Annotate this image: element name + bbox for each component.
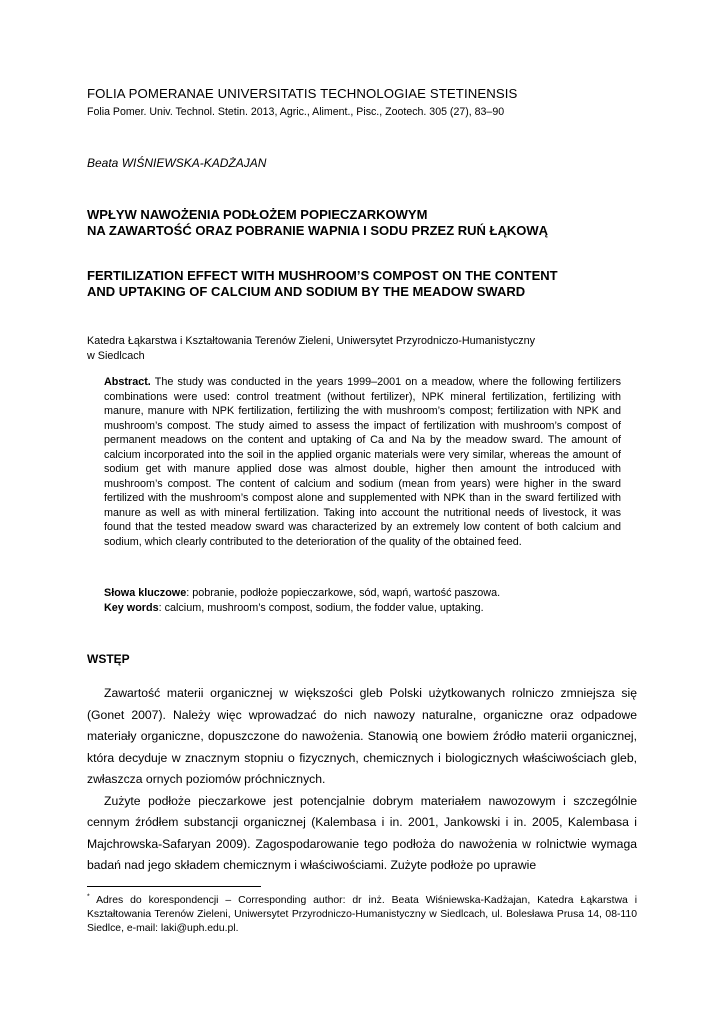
title-english <box>87 268 647 300</box>
keywords-english-text: : calcium, mushroom’s compost, sodium, the fodder value, uptaking. <box>158 601 484 614</box>
journal-title: FOLIA POMERANAE UNIVERSITATIS TECHNOLOGIAE STETINENSIS <box>87 86 518 101</box>
title-english-line-1: FERTILIZATION EFFECT WITH MUSHROOM’S COMPOST ON THE CONTENT <box>87 268 558 283</box>
journal-citation: Folia Pomer. Univ. Technol. Stetin. 2013, Agric., Aliment., Pisc., Zootech. 305 (27), 83–90 <box>87 106 505 118</box>
affiliation-line-2: w Siedlcach <box>87 349 145 362</box>
keywords-polish-label: Słowa kluczowe <box>104 587 187 599</box>
keywords-english <box>104 601 644 616</box>
author-name: Beata WIŚNIEWSKA-KADŻAJAN <box>87 156 267 170</box>
keywords-polish <box>104 586 644 601</box>
abstract-label: Abstract. <box>104 376 151 388</box>
keywords-polish-text: : pobranie, podłoże popieczarkowe, sód, wapń, wartość paszowa. <box>186 587 501 599</box>
title-polish-line-2: NA ZAWARTOŚĆ ORAZ POBRANIE WAPNIA I SODU PRZEZ RUŃ ŁĄKOWĄ <box>87 223 549 238</box>
affiliation <box>87 334 647 363</box>
footnote-marker: * <box>87 893 90 901</box>
affiliation-line-1: Katedra Łąkarstwa i Kształtowania Terenów Zieleni, Uniwersytet Przyrodniczo-Humanistyczny <box>87 335 536 347</box>
section-heading: WSTĘP <box>87 652 130 666</box>
body-paragraph: Zużyte podłoże pieczarkowe jest potencjalnie dobrym materiałem nawozowym i szczególnie cennym źródłem substancji organicznej (Kalembasa i in. 2001, Jankowski i in. 2005, Kalembasa i Majchrowska-Safaryan 2009). Zagospodarowanie tego podłoża do nawożenia w rolnictwie wymaga badań nad jego składem chemicznym i właściwościami. Zużyte podłoże po uprawie <box>87 793 637 872</box>
footnote-divider <box>87 886 261 887</box>
body-text <box>87 683 637 877</box>
keywords-block <box>104 586 644 615</box>
abstract <box>104 375 621 549</box>
title-polish <box>87 207 647 239</box>
title-english-line-2: AND UPTAKING OF CALCIUM AND SODIUM BY THE MEADOW SWARD <box>87 284 526 299</box>
footnote-text: Adres do korespondencji – Corresponding author: dr inż. Beata Wiśniewska-Kadżajan, Katedra Łąkarstwa i Kształtowania Terenów Zieleni, Uniwersytet Przyrodniczo-Humanistyczny w Siedlcach, ul. Bolesława Prusa 14, 08-110 Siedlce, e-mail: laki@uph.edu.pl. <box>87 895 637 934</box>
title-polish-line-1: WPŁYW NAWOŻENIA PODŁOŻEM POPIECZARKOWYM <box>87 207 428 222</box>
abstract-text: The study was conducted in the years 1999–2001 on a meadow, where the following fertilizers combinations were used: control treatment (without fertilizer), NPK mineral fertilization, fertilizing with manure, manure with NPK fertilization, fertilizing the with mushroom’s compost; fertilization with NPK and mushroom’s compost. The study aimed to assess the impact of fertilization with mushroom’s compost of permanent meadows on the content and uptaking of Ca and Na by the meadow sward. The amount of calcium incorporated into the soil in the applied organic materials were very similar, whereas the amount of sodium get with manure applied dose was almost double, higher then amount the introduced with mushroom’s compost. The content of calcium and sodium (mean from years) were higher in the sward fertilized with the mushroom’s compost alone and supplemented with NPK than in the sward fertilized with manure as well as with mineral fertilization. Taking into account the nutritional needs of livestock, it was found that the tested meadow sward was characterized by an extremely low content of both calcium and sodium, which clearly contributed to the deterioration of the quality of the obtained feed. <box>104 376 622 548</box>
body-paragraph: Zawartość materii organicznej w większości gleb Polski użytkowanych rolniczo zmniejsza się (Gonet 2007). Należy więc wprowadzać do nich nawozy naturalne, organiczne oraz odpadowe materiały organiczne, dopuszczone do nawożenia. Stanowią one bowiem źródło materii organicznej, która decyduje w znacznym stopniu o fizycznych, chemicznych i biologicznych właściwościach gleb, zwłaszcza ornych poziomów próchnicznych. <box>87 686 637 786</box>
keywords-english-label: Key words <box>104 601 159 614</box>
footnote <box>87 894 637 936</box>
